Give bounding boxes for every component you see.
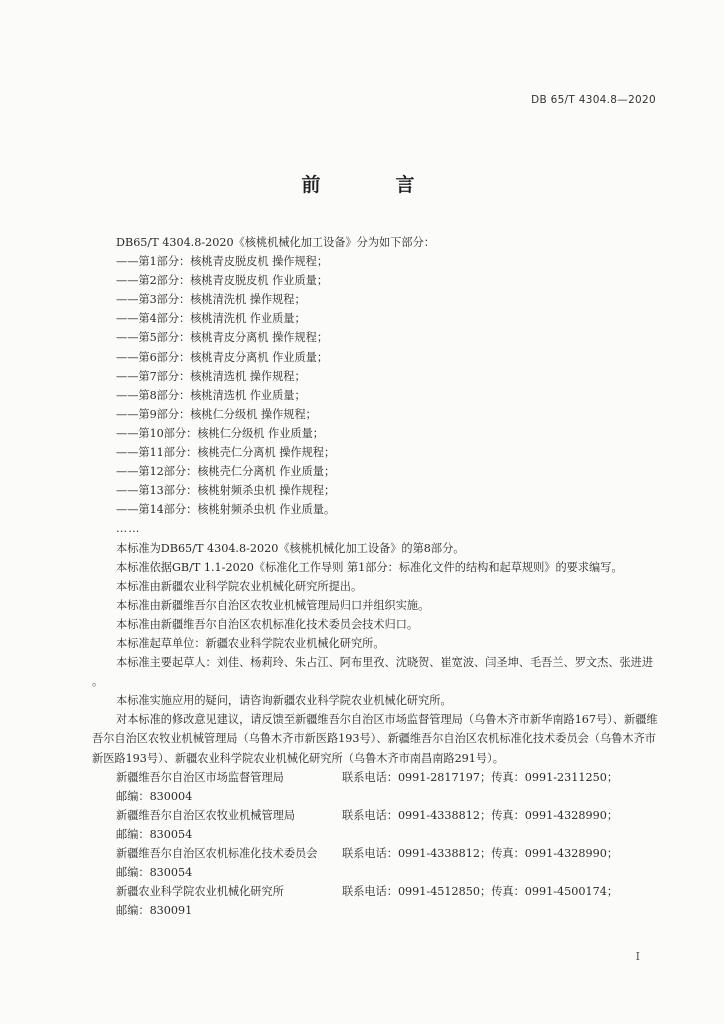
list-item: ——第10部分：核桃仁分级机 作业质量； (116, 426, 324, 440)
list-item: ——第4部分：核桃清洗机 作业质量； (116, 312, 306, 326)
list-item: ——第12部分：核桃壳仁分离机 作业质量； (116, 465, 336, 479)
intro-paragraph: DB65/T 4304.8-2020《核桃机械化加工设备》分为如下部分： (116, 236, 435, 249)
contact-list (92, 768, 662, 921)
list-item: ——第9部分：核桃仁分级机 操作规程； (116, 407, 317, 421)
list-item: ——第7部分：核桃清选机 操作规程； (116, 369, 306, 383)
list-item: ——第5部分：核桃青皮分离机 操作规程； (116, 331, 329, 345)
document-code: DB 65/T 4304.8—2020 (531, 94, 656, 106)
contact-postcode: 邮编：830054 (116, 866, 193, 880)
paragraph-proposer: 本标准由新疆农业科学院农业机械化研究所提出。 (116, 579, 363, 593)
list-item: ——第2部分：核桃青皮脱皮机 作业质量； (116, 274, 329, 288)
contact-postcode: 邮编：830054 (116, 827, 193, 841)
list-item: ——第14部分：核桃射频杀虫机 作业质量。 (116, 503, 336, 517)
list-item: ——第1部分：核桃青皮脱皮机 操作规程； (116, 255, 329, 269)
list-item: ——第13部分：核桃射频杀虫机 操作规程； (116, 484, 336, 498)
list-item: ——第3部分：核桃清洗机 操作规程； (116, 293, 306, 307)
paragraph-drafting-unit: 本标准起草单位：新疆农业科学院农业机械化研究所。 (116, 636, 385, 650)
contact-org: 新疆维吾尔自治区农机标准化技术委员会 (116, 847, 318, 860)
paragraph-technical-committee: 本标准由新疆维吾尔自治区农机标准化技术委员会技术归口。 (116, 617, 419, 631)
contact-phone-fax: 联系电话：0991-4512850；传真：0991-4500174； (342, 885, 619, 899)
list-item: ——第6部分：核桃青皮分离机 作业质量； (116, 350, 329, 364)
contact-postcode: 邮编：830091 (116, 904, 193, 918)
contact-row (92, 806, 662, 825)
list-item: ——第11部分：核桃壳仁分离机 操作规程； (116, 446, 336, 460)
contact-phone-fax: 联系电话：0991-4338812；传真：0991-4328990； (342, 808, 619, 822)
contact-org: 新疆维吾尔自治区农牧业机械管理局 (116, 808, 296, 822)
list-item: ——第8部分：核桃清选机 作业质量； (116, 388, 306, 402)
contact-phone-fax: 联系电话：0991-2817197；传真：0991-2311250； (342, 770, 619, 784)
page-title: 前 言 (301, 174, 443, 196)
paragraph-basis: 本标准依据GB/T 1.1-2020《标准化工作导则 第1部分：标准化文件的结构和起草规则》的要求编写。 (116, 560, 623, 574)
contact-row (92, 882, 662, 901)
contact-org: 新疆农业科学院农业机械化研究所 (116, 885, 284, 899)
contact-row (92, 768, 662, 787)
paragraph-drafters: 本标准主要起草人：刘佳、杨莉玲、朱占江、阿布里孜、沈晓贺、崔宽波、闫圣坤、毛吾兰、罗文杰、张进进 。 (92, 656, 654, 689)
paragraph-part-statement: 本标准为DB65/T 4304.8-2020《核桃机械化加工设备》的第8部分。 (116, 541, 465, 555)
foreword-body (92, 233, 662, 920)
parts-list (92, 252, 662, 519)
ellipsis: …… (116, 522, 141, 536)
page-number: I (635, 950, 640, 963)
contact-postcode: 邮编：830004 (116, 789, 193, 803)
paragraph-feedback: 对本标准的修改意见建议，请反馈至新疆维吾尔自治区市场监督管理局（乌鲁木齐市新华南路167号）、新疆维吾尔自治区农牧业机械管理局（乌鲁木齐市新医路193号）、新疆维吾尔自治区农机标准化技术委员会（乌鲁木齐市新医路193号）、新疆农业科学院农业机械化研究所（乌鲁木齐市南昌南路291号）。 (92, 713, 658, 765)
contact-row (92, 844, 662, 863)
paragraph-inquiry: 本标准实施应用的疑问，请咨询新疆农业科学院农业机械化研究所。 (116, 694, 452, 708)
paragraph-management: 本标准由新疆维吾尔自治区农牧业机械管理局归口并组织实施。 (116, 598, 430, 612)
contact-org: 新疆维吾尔自治区市场监督管理局 (116, 770, 284, 784)
contact-phone-fax: 联系电话：0991-4338812；传真：0991-4328990； (342, 847, 619, 860)
